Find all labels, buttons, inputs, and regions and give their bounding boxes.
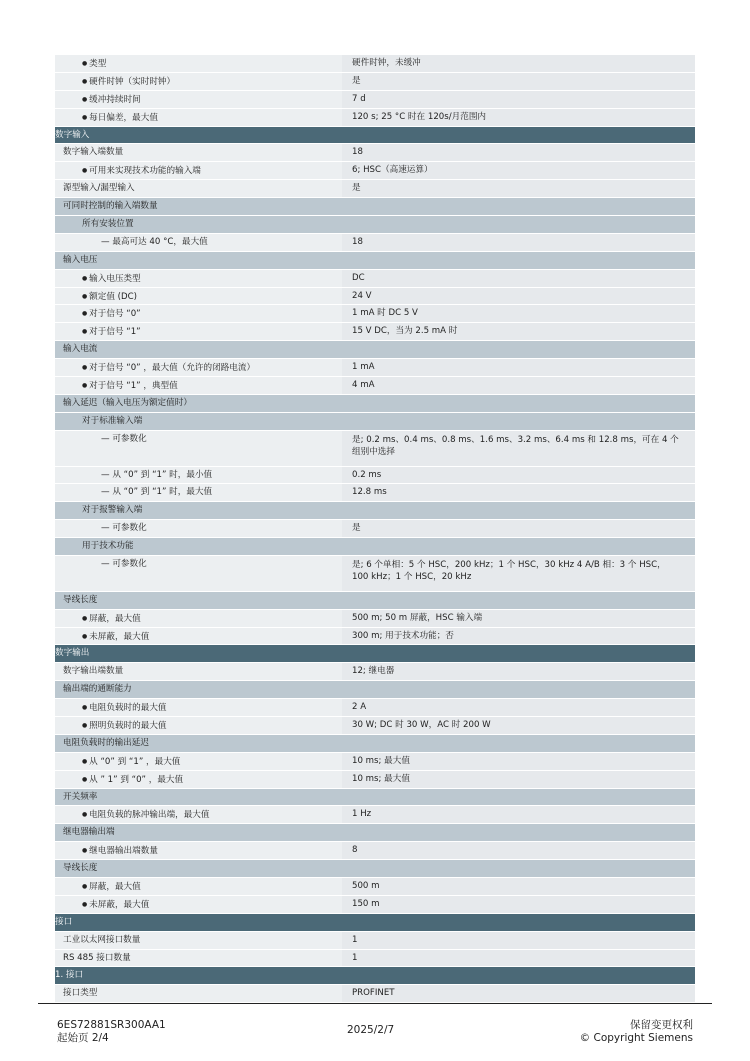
spec-row (55, 270, 695, 288)
spec-value: 500 m; 50 m 屏蔽，HSC 输入端 (342, 610, 695, 627)
spec-value: 12; 继电器 (342, 663, 695, 680)
footer-left (57, 1019, 166, 1045)
spec-label: 数字输出端数量 (55, 663, 349, 680)
group-header (55, 341, 695, 359)
spec-label: — 可参数化 (55, 431, 387, 466)
spec-row (55, 234, 695, 252)
group-header (55, 681, 695, 699)
group-header (55, 502, 695, 520)
spec-row (55, 55, 695, 73)
spec-label: ● 输入电压类型 (55, 270, 368, 287)
spec-value: 是 (342, 180, 695, 197)
group-header (55, 789, 695, 807)
section-header (55, 914, 695, 932)
page-number: 起始页 2/4 (57, 1032, 109, 1044)
spec-row (55, 896, 695, 914)
spec-label: 输出端的通断能力 (63, 684, 132, 695)
spec-label: 1. 接口 (55, 970, 84, 981)
spec-row (55, 180, 695, 198)
spec-value: 是 (342, 73, 695, 90)
spec-label: 数字输入端数量 (55, 144, 349, 161)
spec-label: ● 缓冲持续时间 (55, 91, 368, 108)
spec-label: 数字输入 (55, 129, 90, 140)
spec-label: 导线长度 (63, 594, 98, 605)
spec-row (55, 806, 695, 824)
spec-label: 工业以太网接口数量 (55, 932, 349, 949)
spec-value: 15 V DC，当为 2.5 mA 时 (342, 323, 695, 340)
group-header (55, 395, 695, 413)
spec-label: 可同时控制的输入端数量 (63, 201, 158, 212)
spec-row (55, 73, 695, 91)
spec-row (55, 985, 695, 1003)
spec-value: 6; HSC（高速运算） (342, 162, 695, 179)
spec-row (55, 556, 695, 592)
footer-divider (38, 1003, 712, 1004)
spec-value: 1 mA (342, 359, 695, 376)
spec-label: ● 对于信号 “1” (55, 323, 368, 340)
spec-row (55, 305, 695, 323)
spec-label: ● 对于信号 “1” ，典型值 (55, 377, 368, 394)
spec-label: 输入电压 (63, 254, 98, 265)
spec-row (55, 323, 695, 341)
group-header (55, 198, 695, 216)
spec-label: 导线长度 (63, 863, 98, 874)
footer-date: 2025/2/7 (347, 1024, 395, 1036)
spec-row (55, 663, 695, 681)
spec-label: 数字输出 (55, 648, 90, 659)
spec-value: 7 d (342, 91, 695, 108)
spec-value: 2 A (342, 699, 695, 716)
spec-value: 1 (342, 932, 695, 949)
spec-label: — 最高可达 40 °C，最大值 (55, 234, 387, 251)
spec-label: ● 电阻负载的脉冲输出端，最大值 (55, 806, 368, 823)
spec-label: ● 电阻负载时的最大值 (55, 699, 368, 716)
spec-label: 用于技术功能 (82, 541, 134, 552)
group-header (55, 216, 695, 234)
spec-value: 1 (342, 950, 695, 967)
spec-label: ● 对于信号 “0” (55, 305, 368, 322)
spec-value: 18 (342, 234, 695, 251)
spec-value: 8 (342, 842, 695, 859)
spec-value: 500 m (342, 878, 695, 895)
spec-row (55, 842, 695, 860)
spec-row (55, 771, 695, 789)
group-header (55, 735, 695, 753)
spec-row (55, 699, 695, 717)
section-header (55, 645, 695, 663)
spec-row (55, 431, 695, 467)
spec-value: 150 m (342, 896, 695, 913)
spec-label: ● 对于信号 “0” ，最大值（允许的闭路电流） (55, 359, 368, 376)
spec-label: ● 屏蔽，最大值 (55, 878, 368, 895)
section-header (55, 127, 695, 145)
spec-label: ● 照明负载时的最大值 (55, 717, 368, 734)
spec-label: ● 可用来实现技术功能的输入端 (55, 162, 368, 179)
spec-row (55, 520, 695, 538)
spec-value: 300 m; 用于技术功能；否 (342, 628, 695, 645)
spec-row (55, 628, 695, 646)
spec-label: 开关频率 (63, 791, 98, 802)
spec-label: ● 类型 (55, 55, 368, 72)
spec-row (55, 288, 695, 306)
spec-value: 0.2 ms (342, 467, 695, 484)
spec-row (55, 950, 695, 968)
spec-row (55, 753, 695, 771)
spec-label: ● 额定值 (DC) (55, 288, 368, 305)
spec-value: 12.8 ms (342, 484, 695, 501)
spec-label: — 可参数化 (55, 520, 387, 537)
group-header (55, 538, 695, 556)
spec-value: 4 mA (342, 377, 695, 394)
spec-value: 是; 0.2 ms、0.4 ms、0.8 ms、1.6 ms、3.2 ms、6.4 ms 和 12.8 ms，可在 4 个组别中选择 (342, 431, 695, 466)
spec-label: 对于标准输入端 (82, 415, 143, 426)
group-header (55, 413, 695, 431)
spec-row (55, 878, 695, 896)
spec-row (55, 484, 695, 502)
spec-row (55, 109, 695, 127)
spec-label: ● 屏蔽，最大值 (55, 610, 368, 627)
spec-label: ● 继电器输出端数量 (55, 842, 368, 859)
spec-label: — 从 “0” 到 “1” 时，最大值 (55, 484, 387, 501)
footer-right (580, 1019, 693, 1045)
spec-value: 10 ms; 最大值 (342, 753, 695, 770)
spec-value: 120 s; 25 °C 时在 120s/月范围内 (342, 109, 695, 126)
spec-value: 是; 6 个单相：5 个 HSC，200 kHz；1 个 HSC，30 kHz 4 A/B 相：3 个 HSC，100 kHz；1 个 HSC，20 kHz (342, 556, 695, 591)
rights-notice: 保留变更权利 (630, 1019, 693, 1031)
spec-value: 1 mA 时 DC 5 V (342, 305, 695, 322)
copyright-notice: © Copyright Siemens (579, 1032, 693, 1044)
spec-row (55, 717, 695, 735)
spec-label: 继电器输出端 (63, 827, 115, 838)
group-header (55, 252, 695, 270)
spec-row (55, 144, 695, 162)
spec-value: 18 (342, 144, 695, 161)
spec-row (55, 377, 695, 395)
spec-label: 电阻负载时的输出延迟 (63, 737, 149, 748)
spec-label: ● 未屏蔽，最大值 (55, 896, 368, 913)
spec-label: 对于报警输入端 (82, 505, 143, 516)
spec-label: — 可参数化 (55, 556, 387, 591)
spec-value: 24 V (342, 288, 695, 305)
spec-label: 源型输入/漏型输入 (55, 180, 349, 197)
spec-label: 输入电流 (63, 344, 98, 355)
spec-label: ● 从 “0” 到 “1” ，最大值 (55, 753, 368, 770)
spec-value: 是 (342, 520, 695, 537)
spec-row (55, 91, 695, 109)
spec-label: 接口类型 (55, 985, 349, 1002)
spec-label: ● 硬件时钟（实时时钟） (55, 73, 368, 90)
spec-table (55, 55, 695, 1003)
spec-label: ● 从 ” 1” 到 “0” ，最大值 (55, 771, 368, 788)
spec-value: 1 Hz (342, 806, 695, 823)
spec-label: — 从 “0” 到 “1” 时，最小值 (55, 467, 387, 484)
spec-value: 硬件时钟，未缓冲 (342, 55, 695, 72)
spec-value: 30 W; DC 时 30 W，AC 时 200 W (342, 717, 695, 734)
spec-row (55, 467, 695, 485)
group-header (55, 592, 695, 610)
spec-label: 所有安装位置 (82, 219, 134, 230)
spec-row (55, 610, 695, 628)
spec-label: ● 每日偏差，最大值 (55, 109, 368, 126)
spec-row (55, 932, 695, 950)
spec-value: PROFINET (342, 985, 695, 1002)
spec-label: 接口 (55, 916, 73, 927)
section-header (55, 967, 695, 985)
spec-row (55, 162, 695, 180)
spec-row (55, 359, 695, 377)
spec-label: ● 未屏蔽，最大值 (55, 628, 368, 645)
spec-value: 10 ms; 最大值 (342, 771, 695, 788)
group-header (55, 824, 695, 842)
spec-label: RS 485 接口数量 (55, 950, 349, 967)
group-header (55, 860, 695, 878)
spec-value: DC (342, 270, 695, 287)
order-number: 6ES72881SR300AA1 (57, 1019, 166, 1031)
spec-label: 输入延迟（输入电压为额定值时） (63, 397, 192, 408)
